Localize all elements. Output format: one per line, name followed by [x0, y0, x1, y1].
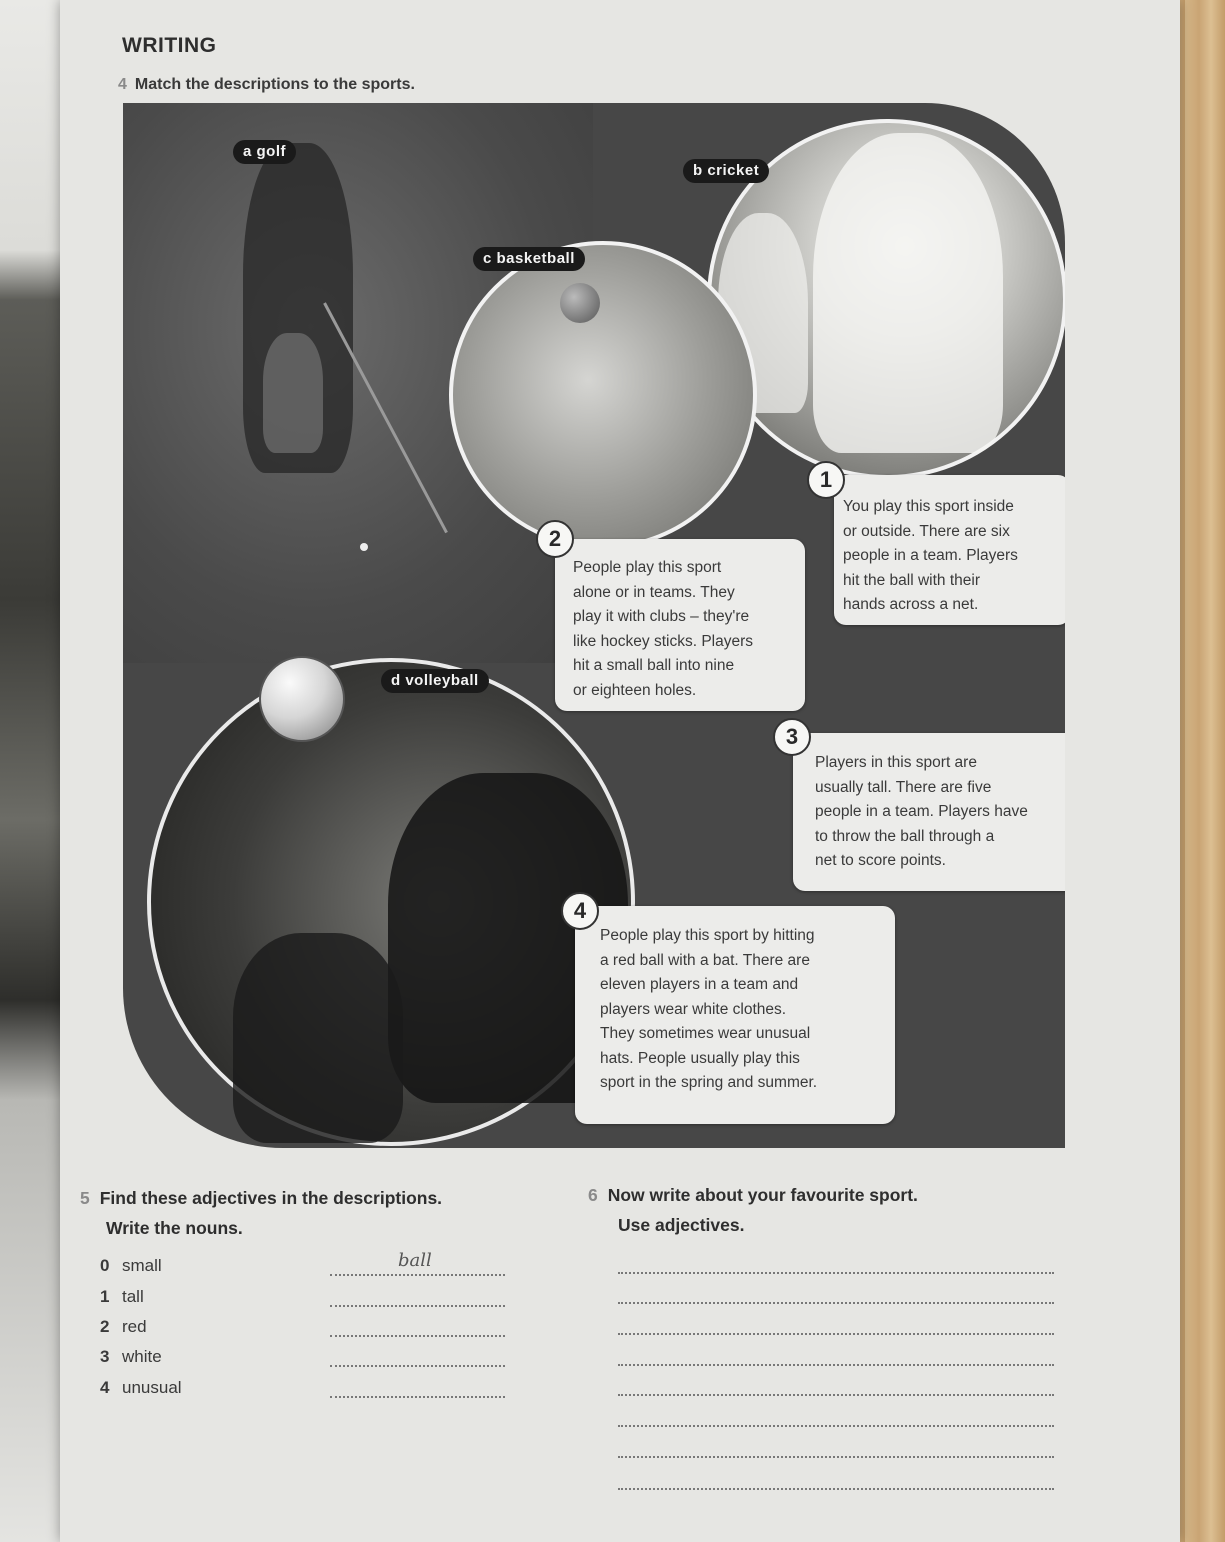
answer-line[interactable]: [330, 1305, 505, 1307]
workbook-page: [60, 0, 1180, 1542]
exercise-6-line-2: Use adjectives.: [618, 1215, 745, 1235]
writing-line[interactable]: [618, 1456, 1054, 1458]
exercise-5-number: 5: [80, 1188, 90, 1208]
description-box-2: [555, 539, 805, 711]
writing-line[interactable]: [618, 1364, 1054, 1366]
item-number: 1: [100, 1287, 110, 1306]
item-number: 0: [100, 1256, 110, 1275]
description-box-1: [834, 475, 1065, 625]
answer-line[interactable]: [330, 1396, 505, 1398]
volleyball-icon: [259, 656, 345, 742]
description-line: eleven players in a team and: [600, 976, 799, 993]
label-volleyball: d volleyball: [381, 669, 489, 693]
exercise-5-line-1: Find these adjectives in the descriptions.: [99, 1188, 443, 1208]
answer-line[interactable]: [330, 1365, 505, 1367]
exercise-5-item: [100, 1250, 520, 1282]
label-basketball: c basketball: [473, 247, 585, 271]
golf-ball-icon: [360, 543, 368, 551]
basketball-photo-circle: [449, 241, 757, 549]
exercise-5-item: [100, 1347, 520, 1373]
exercise-6-number: 6: [588, 1185, 598, 1205]
description-number-2: 2: [536, 520, 574, 558]
description-line: hit a small ball into nine: [573, 657, 735, 674]
description-line: People play this sport: [573, 559, 722, 576]
description-box-4: [575, 906, 895, 1124]
exercise-5-instruction: [80, 1183, 550, 1243]
exercise-6-instruction: [588, 1180, 1058, 1240]
label-golf: a golf: [233, 140, 296, 164]
label-cricket: b cricket: [683, 159, 769, 183]
item-adjective: tall: [122, 1287, 144, 1306]
description-line: They sometimes wear unusual: [600, 1025, 811, 1042]
golfer-legs: [263, 333, 323, 453]
description-line: players wear white clothes.: [600, 1000, 787, 1018]
exercise-5-item: [100, 1287, 520, 1313]
writing-line[interactable]: [618, 1488, 1054, 1490]
description-line: People play this sport by hitting: [600, 927, 815, 944]
description-line: net to score points.: [815, 852, 946, 869]
cricket-batsman-figure: [813, 133, 1003, 453]
description-line: Players in this sport are: [815, 754, 977, 771]
description-line: hats. People usually play this: [600, 1049, 800, 1067]
exercise-4-text: Match the descriptions to the sports.: [134, 76, 415, 93]
volleyball-player-figure-2: [233, 933, 403, 1143]
description-line: or outside. There are six: [843, 522, 1010, 540]
writing-line[interactable]: [618, 1272, 1054, 1274]
description-line: usually tall. There are five: [815, 778, 992, 796]
item-number: 3: [100, 1347, 110, 1366]
description-line: to throw the ball through a: [815, 827, 995, 845]
writing-line[interactable]: [618, 1333, 1054, 1335]
exercise-4-number: 4: [118, 76, 127, 93]
description-line: alone or in teams. They: [573, 583, 735, 601]
item-adjective: white: [122, 1347, 162, 1366]
description-line: hands across a net.: [843, 596, 979, 613]
description-number-4: 4: [561, 892, 599, 930]
answer-line[interactable]: [330, 1274, 505, 1276]
answer-line[interactable]: [330, 1335, 505, 1337]
description-line: or eighteen holes.: [573, 681, 697, 699]
exercise-5-item: [100, 1317, 520, 1343]
exercise-5-line-2: Write the nouns.: [106, 1218, 243, 1238]
sports-photo-panel: [123, 103, 1065, 1148]
description-line: people in a team. Players: [843, 547, 1018, 564]
description-box-3: [793, 733, 1065, 891]
item-adjective: unusual: [122, 1378, 182, 1397]
item-adjective: red: [122, 1317, 147, 1336]
writing-line[interactable]: [618, 1425, 1054, 1427]
description-number-1: 1: [807, 461, 845, 499]
writing-line[interactable]: [618, 1302, 1054, 1304]
exercise-5-item: [100, 1378, 520, 1404]
exercise-6-line-1: Now write about your favourite sport.: [607, 1185, 918, 1205]
exercise-4-instruction: [118, 76, 415, 94]
basketball-icon: [560, 283, 600, 323]
item-number: 2: [100, 1317, 110, 1336]
description-line: play it with clubs – they're: [573, 608, 750, 625]
description-line: hit the ball with their: [843, 571, 980, 589]
description-line: sport in the spring and summer.: [600, 1074, 818, 1091]
writing-line[interactable]: [618, 1394, 1054, 1396]
description-line: people in a team. Players have: [815, 803, 1028, 820]
item-number: 4: [100, 1378, 110, 1397]
handwritten-answer: ball: [398, 1250, 432, 1271]
description-line: You play this sport inside: [843, 498, 1014, 515]
description-number-3: 3: [773, 718, 811, 756]
description-line: a red ball with a bat. There are: [600, 951, 810, 969]
section-heading: WRITING: [122, 34, 217, 57]
description-line: like hockey sticks. Players: [573, 632, 754, 650]
item-adjective: small: [122, 1256, 162, 1275]
